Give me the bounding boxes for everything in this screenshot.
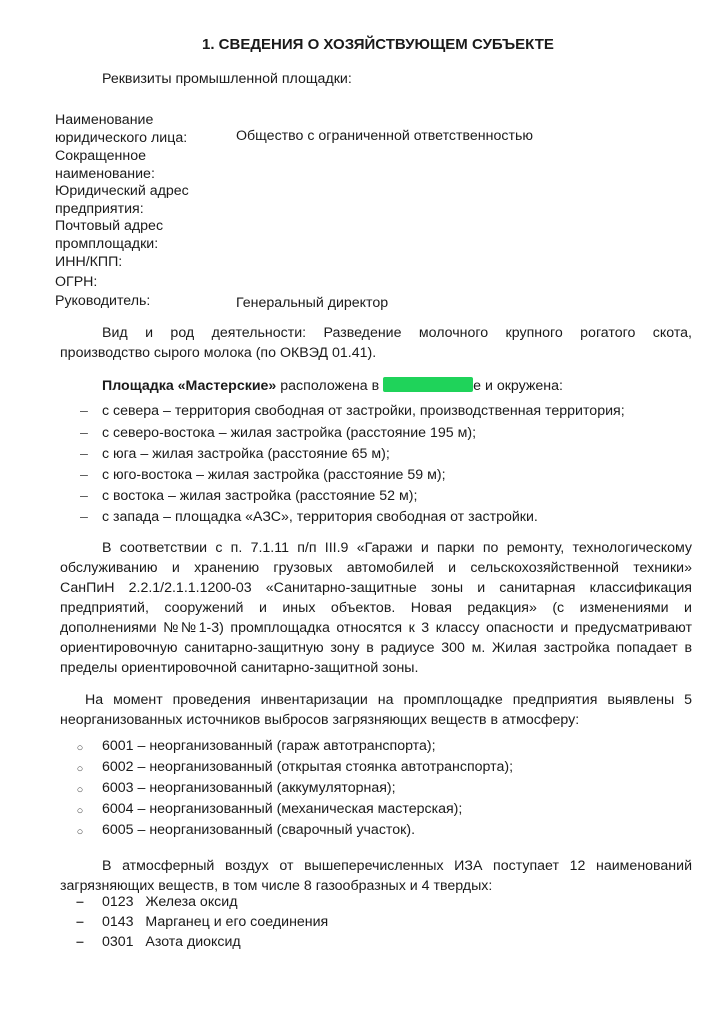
requisite-label: Сокращенное	[55, 148, 146, 164]
list-item: с запада – площадка «АЗС», территория свободная от застройки.	[102, 509, 538, 525]
activity-line: Вид и род деятельности: Разведение молочного крупного рогатого скота,	[102, 325, 692, 341]
pollutants-intro-line: загрязняющих веществ, в том числе 8 газообразных и 4 твердых:	[60, 878, 493, 894]
requisite-label: предприятия:	[55, 201, 144, 217]
list-item: с востока – жилая застройка (расстояние 52 м);	[102, 488, 418, 504]
pollutant-name: Азота диоксид	[145, 934, 241, 950]
list-item: 6003 – неорганизованный (аккумуляторная);	[102, 780, 396, 796]
dash-bullet-icon: –	[80, 488, 88, 504]
requisite-label: юридического лица:	[55, 130, 188, 146]
sanpin-line: обслуживанию и хранению грузовых автомобилей и сельскохозяйственной техники»	[60, 560, 692, 576]
list-item: 6001 – неорганизованный (гараж автотранспорта);	[102, 738, 436, 754]
dash-bullet-icon: –	[76, 914, 84, 930]
activity-line: производство сырого молока (по ОКВЭД 01.41).	[60, 345, 377, 361]
dash-bullet-icon: –	[80, 467, 88, 483]
pollutants-intro-line: В атмосферный воздух от вышеперечисленных ИЗА поступает 12 наименований	[102, 858, 692, 874]
dash-bullet-icon: –	[80, 425, 88, 441]
circle-bullet-icon: ○	[76, 742, 84, 754]
list-item: с северо-востока – жилая застройка (расстояние 195 м);	[102, 425, 477, 441]
requisite-label: промплощадки:	[55, 236, 159, 252]
sanpin-line: дополнениями №№1-3) промплощадка относятся к 3 классу опасности и предусматривают	[60, 620, 692, 636]
sanpin-paragraph	[60, 539, 692, 679]
requisite-label: ОГРН:	[55, 274, 98, 290]
requisite-label: Юридический адрес	[55, 183, 189, 199]
pollutants-intro	[60, 857, 692, 897]
requisites-heading: Реквизиты промышленной площадки:	[102, 71, 352, 87]
pollutant-code: 0301	[102, 934, 134, 950]
circle-bullet-icon: ○	[76, 805, 84, 817]
dash-bullet-icon: –	[80, 509, 88, 525]
requisite-label: наименование:	[55, 166, 155, 182]
requisite-label: Руководитель:	[55, 293, 151, 309]
requisite-label: Наименование	[55, 112, 154, 128]
sanpin-line: предприятий, сооружений и иных объектов. Новая редакция» (с изменениями и	[60, 600, 692, 616]
requisite-label: ИНН/КПП:	[55, 254, 123, 270]
requisite-value: Общество с ограниченной ответственностью	[236, 128, 533, 144]
list-item: 6002 – неорганизованный (открытая стоянка автотранспорта);	[102, 759, 514, 775]
list-item: с севера – территория свободная от застройки, производственная территория;	[102, 403, 625, 419]
pollutant-code: 0123	[102, 894, 134, 910]
sanpin-line: В соответствии с п. 7.1.11 п/п III.9 «Гаражи и парки по ремонту, технологическому	[102, 540, 692, 556]
inventory-line: неорганизованных источников выбросов загрязняющих веществ в атмосферу:	[60, 712, 580, 728]
page-title: 1. СВЕДЕНИЯ О ХОЗЯЙСТВУЮЩЕМ СУБЪЕКТЕ	[202, 36, 554, 53]
sanpin-line: пределы ориентировочной санитарно-защитной зоны.	[60, 660, 419, 676]
site-name: Площадка «Мастерские»	[102, 378, 277, 394]
dash-bullet-icon: –	[80, 446, 88, 462]
circle-bullet-icon: ○	[76, 784, 84, 796]
pollutant-name: Марганец и его соединения	[145, 914, 329, 930]
circle-bullet-icon: ○	[76, 763, 84, 775]
sanpin-line: СанПиН 2.2.1/2.1.1.1200-03 «Санитарно-защитные зоны и санитарная классификация	[60, 580, 692, 596]
list-item: 6005 – неорганизованный (сварочный участок).	[102, 822, 416, 838]
dash-bullet-icon: –	[80, 403, 88, 419]
site-line	[102, 377, 563, 396]
list-item: с юго-востока – жилая застройка (расстояние 59 м);	[102, 467, 446, 483]
list-item	[102, 893, 237, 912]
inventory-paragraph	[60, 691, 692, 731]
pollutant-code: 0143	[102, 914, 134, 930]
pollutant-name: Железа оксид	[145, 894, 238, 910]
list-item: с юга – жилая застройка (расстояние 65 м);	[102, 446, 390, 462]
dash-bullet-icon: –	[76, 934, 84, 950]
circle-bullet-icon: ○	[76, 826, 84, 838]
inventory-line: На момент проведения инвентаризации на промплощадке предприятия выявлены 5	[85, 692, 692, 708]
requisite-label: Почтовый адрес	[55, 218, 164, 234]
site-surrounded-text: е и окружена:	[473, 378, 563, 394]
list-item: 6004 – неорганизованный (механическая мастерская);	[102, 801, 463, 817]
list-item	[102, 933, 241, 952]
redacted-location	[383, 377, 473, 392]
requisite-value: Генеральный директор	[236, 295, 389, 311]
sanpin-line: ориентировочную санитарно-защитную зону в радиусе 300 м. Жилая застройка попадает в	[60, 640, 692, 656]
list-item	[102, 913, 328, 932]
activity-paragraph	[60, 324, 692, 364]
dash-bullet-icon: –	[76, 894, 84, 910]
site-located-text: расположена в	[280, 378, 380, 394]
